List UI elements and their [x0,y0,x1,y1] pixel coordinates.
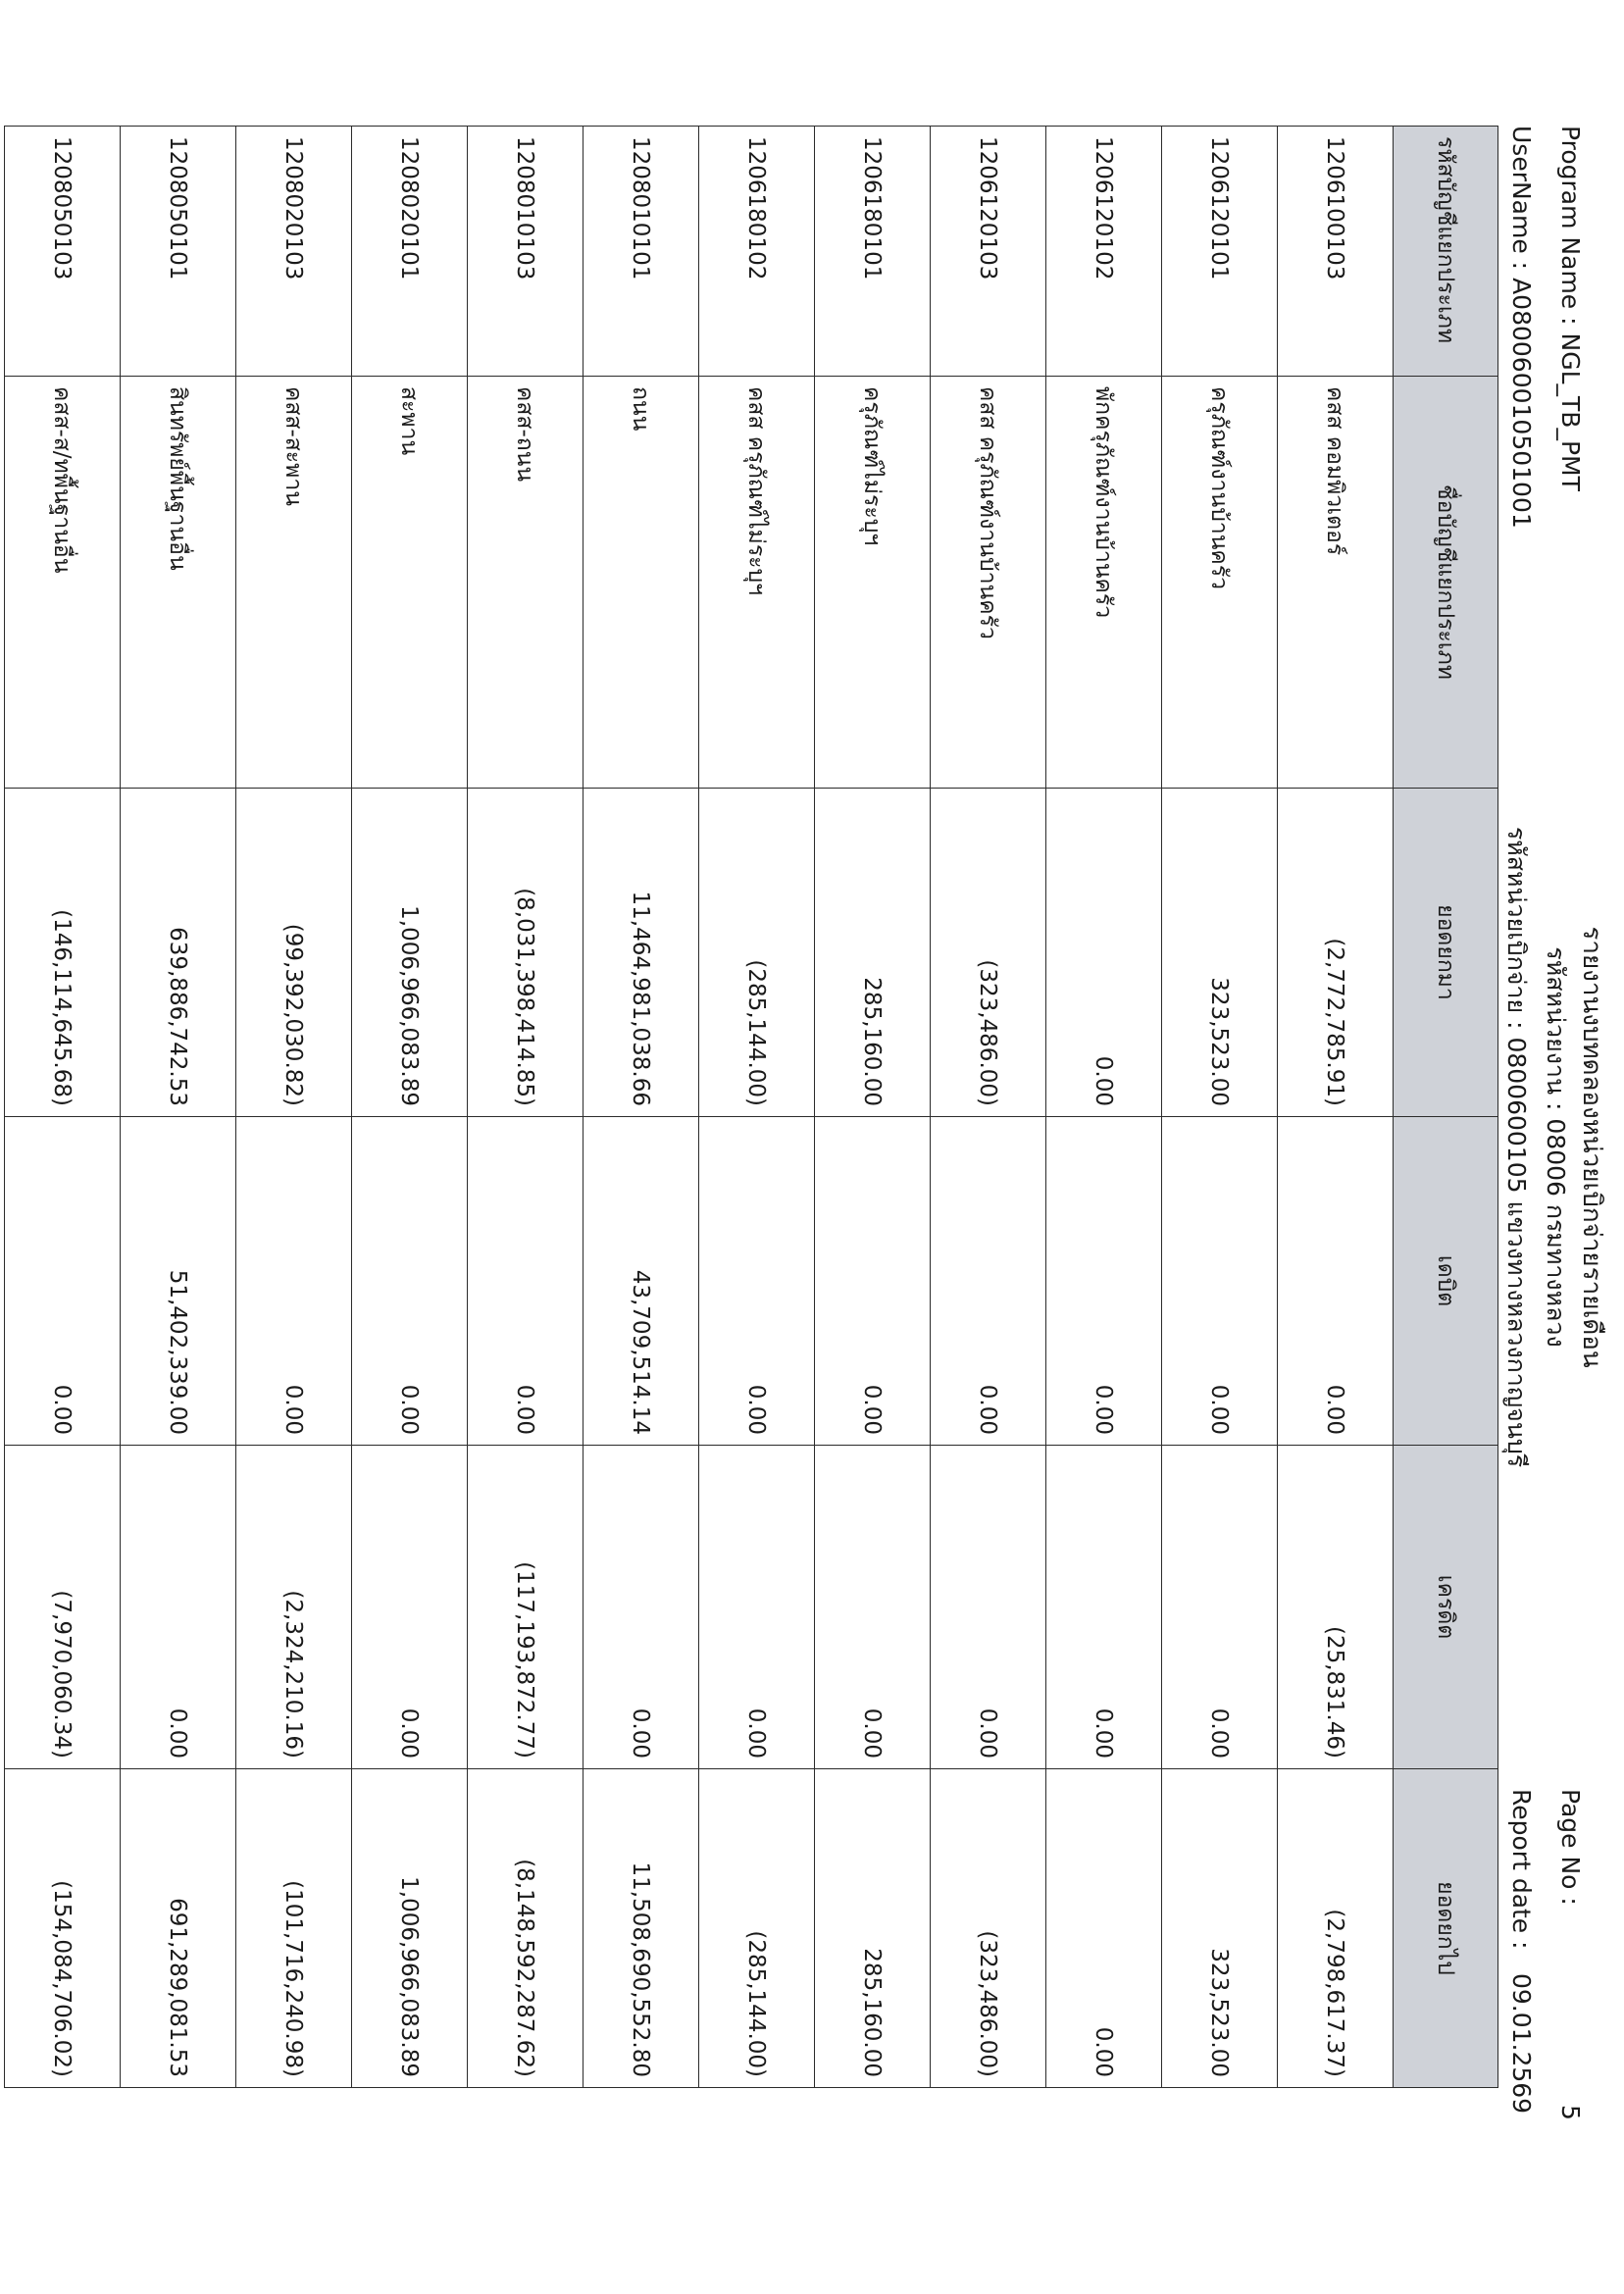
debit-cell: 0.00 [1278,1117,1394,1446]
brought-forward-cell: 639,886,742.53 [121,789,236,1117]
carried-forward-cell: 1,006,966,083.89 [352,1769,468,2088]
brought-forward-cell: 0.00 [1046,789,1162,1117]
brought-forward-cell: (2,772,785.91) [1278,789,1394,1117]
debit-cell: 0.00 [468,1117,584,1446]
agency-label: รหัสหน่วยงาน : [1542,946,1570,1111]
carried-forward-cell: 11,508,690,552.80 [584,1769,699,2088]
date-label: Report date : [1507,1789,1536,1950]
credit-cell: 0.00 [815,1446,931,1769]
brought-forward-cell: 1,006,966,083.89 [352,789,468,1117]
account-code-cell: 1206120102 [1046,127,1162,377]
carried-forward-cell: (8,148,592,287.62) [468,1769,584,2088]
brought-forward-cell: (99,392,030.82) [236,789,352,1117]
account-name-cell: สะพาน [352,377,468,789]
credit-cell: 0.00 [931,1446,1046,1769]
debit-cell: 0.00 [1046,1117,1162,1446]
table-row [236,127,352,2088]
col-header-account-name: ชื่อบัญชีแยกประเภท [1394,377,1498,789]
table-row [1162,127,1278,2088]
account-code-cell: 1206100103 [1278,127,1394,377]
account-name-cell: คสส ครุภัณฑ์งานบ้านครัว [931,377,1046,789]
account-name-cell: คสส ครุภัณฑ์ไม่ระบุฯ [699,377,815,789]
program-value: NGL_TB_PMT [1556,332,1585,491]
carried-forward-cell: (101,716,240.98) [236,1769,352,2088]
table-header-row [1394,127,1498,2088]
account-code-cell: 1208050101 [121,127,236,377]
account-name-cell: คสส-ส/ทพื้นฐานอื่น [5,377,121,789]
debit-cell: 0.00 [931,1117,1046,1446]
carried-forward-cell: 285,160.00 [815,1769,931,2088]
table-row [815,127,931,2088]
brought-forward-cell: (8,031,398,414.85) [468,789,584,1117]
account-name-cell: ครุภัณฑ์ไม่ระบุฯ [815,377,931,789]
debit-cell: 0.00 [5,1117,121,1446]
account-code-cell: 1208010103 [468,127,584,377]
credit-cell: (25,831.46) [1278,1446,1394,1769]
credit-cell: (7,970,060.34) [5,1446,121,1769]
account-code-cell: 1208050103 [5,127,121,377]
account-code-cell: 1206180102 [699,127,815,377]
table-row [121,127,236,2088]
carried-forward-cell: 0.00 [1046,1769,1162,2088]
account-code-cell: 1206180101 [815,127,931,377]
page-label: Page No : [1556,1789,1585,1906]
trial-balance-table [4,126,1498,2088]
brought-forward-cell: (323,486.00) [931,789,1046,1117]
carried-forward-cell: (323,486.00) [931,1769,1046,2088]
brought-forward-cell: 11,464,981,038.66 [584,789,699,1117]
debit-cell: 43,709,514.14 [584,1117,699,1446]
debit-cell: 0.00 [699,1117,815,1446]
user-label: UserName : [1507,126,1536,271]
brought-forward-cell: 285,160.00 [815,789,931,1117]
account-code-cell: 1206120103 [931,127,1046,377]
account-code-cell: 1206120101 [1162,127,1278,377]
report-title: รายงานงบทดลองหน่วยเบิกจ่ายรายเดือน [1577,926,1606,1368]
debit-cell: 51,402,339.00 [121,1117,236,1446]
user-value: A080060010501001 [1507,278,1536,529]
table-row [352,127,468,2088]
page-value: 5 [1556,2105,1585,2120]
table-row [931,127,1046,2088]
agency-value: 08006 กรมทางหลวง [1542,1118,1570,1348]
carried-forward-cell: 323,523.00 [1162,1769,1278,2088]
col-header-carried-forward: ยอดยกไป [1394,1769,1498,2088]
disbursement-label: รหัสหน่วยเบิกจ่าย : [1502,826,1531,1030]
credit-cell: 0.00 [1046,1446,1162,1769]
account-code-cell: 1208020103 [236,127,352,377]
credit-cell: 0.00 [584,1446,699,1769]
credit-cell: 0.00 [1162,1446,1278,1769]
debit-cell: 0.00 [352,1117,468,1446]
carried-forward-cell: (154,084,706.02) [5,1769,121,2088]
account-name-cell: คสส คอมพิวเตอร์ [1278,377,1394,789]
table-row [699,127,815,2088]
table-row [1278,127,1394,2088]
table-row [584,127,699,2088]
brought-forward-cell: 323,523.00 [1162,789,1278,1117]
brought-forward-cell: (146,114,645.68) [5,789,121,1117]
report-date [1507,1789,1536,2114]
col-header-account-code: รหัสบัญชีแยกประเภท [1394,127,1498,377]
col-header-credit: เครดิต [1394,1446,1498,1769]
credit-cell: 0.00 [121,1446,236,1769]
disbursement-value: 0800600105 แขวงทางหลวงกาญจนบุรี [1502,1037,1531,1468]
carried-forward-cell: (285,144.00) [699,1769,815,2088]
account-code-cell: 1208020101 [352,127,468,377]
carried-forward-cell: 691,289,081.53 [121,1769,236,2088]
brought-forward-cell: (285,144.00) [699,789,815,1117]
debit-cell: 0.00 [1162,1117,1278,1446]
credit-cell: 0.00 [699,1446,815,1769]
account-name-cell: ถนน [584,377,699,789]
credit-cell: (117,193,872.77) [468,1446,584,1769]
debit-cell: 0.00 [236,1117,352,1446]
table-row [5,127,121,2088]
account-name-cell: ครุภัณฑ์งานบ้านครัว [1162,377,1278,789]
account-name-cell: พักครุภัณฑ์งานบ้านครัว [1046,377,1162,789]
debit-cell: 0.00 [815,1117,931,1446]
program-label: Program Name : [1556,126,1585,326]
col-header-brought-forward: ยอดยกมา [1394,789,1498,1117]
credit-cell: (2,324,210.16) [236,1446,352,1769]
table-row [1046,127,1162,2088]
credit-cell: 0.00 [352,1446,468,1769]
carried-forward-cell: (2,798,617.37) [1278,1769,1394,2088]
account-name-cell: สินทรัพย์พื้นฐานอื่น [121,377,236,789]
account-name-cell: คสส-สะพาน [236,377,352,789]
account-code-cell: 1208010101 [584,127,699,377]
col-header-debit: เดบิต [1394,1117,1498,1446]
table-row [468,127,584,2088]
account-name-cell: คสส-ถนน [468,377,584,789]
date-value: 09.01.2569 [1507,1972,1536,2115]
page-number [1556,1789,1585,2120]
